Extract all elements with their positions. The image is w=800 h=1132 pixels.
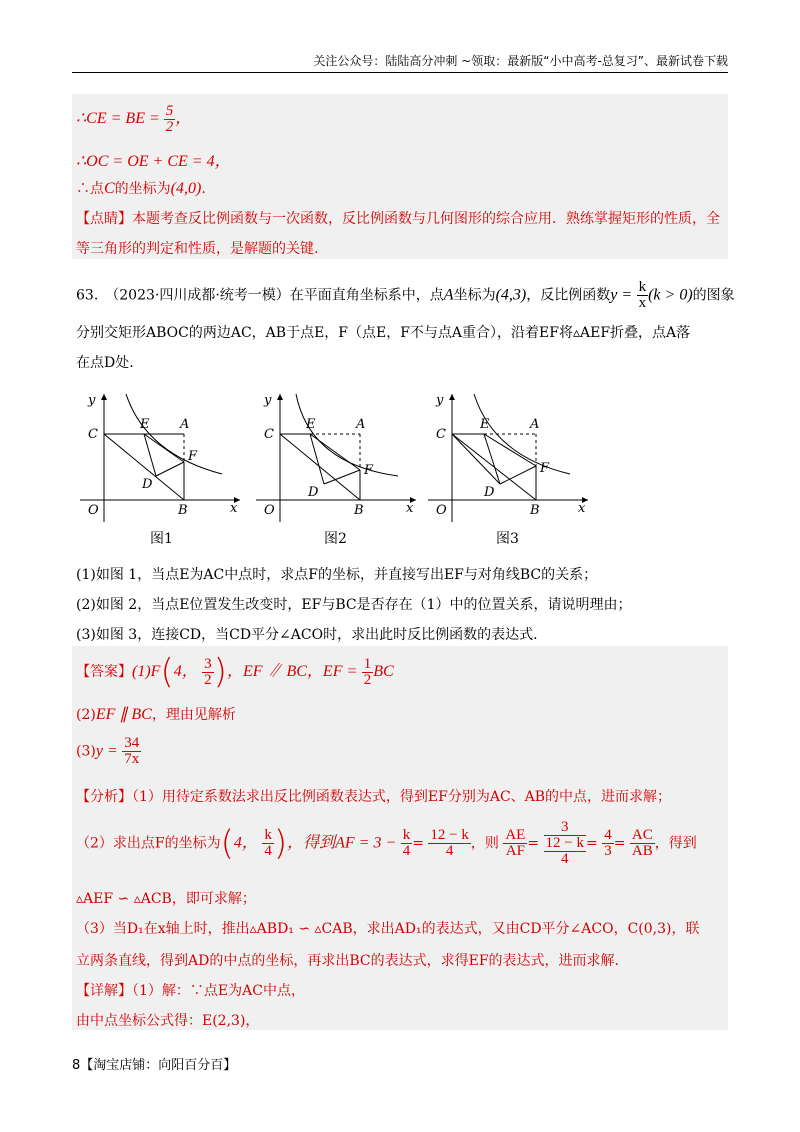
analysis-l2-d: ，则 (470, 835, 499, 852)
detail-line-1: 【详解】（1）解：∵点E为AC中点， (76, 983, 305, 999)
analysis-l2-rparen: ) (273, 823, 288, 864)
analysis-l2-acab (630, 828, 655, 859)
fig3-c: C (436, 427, 446, 442)
answer-a1-rparen: ) (213, 652, 227, 692)
answer-a3-y: y = (95, 742, 118, 760)
analysis-line-1: 【分析】（1）用待定系数法求出反比例函数表达式，得到EF分别为AC、AB的中点，进而求解； (76, 789, 672, 805)
fig2-d: D (308, 485, 319, 500)
answer-a1-den: 2 (204, 671, 212, 688)
answer-a1-lparen: ( (160, 652, 174, 692)
analysis-l2-eq3: = (613, 835, 626, 852)
problem-text-d: 的图象 (692, 287, 735, 304)
answer-a1-half-den: 2 (363, 671, 372, 688)
fig3-e: E (480, 417, 490, 432)
analysis-l2-end: ，得到 (654, 835, 697, 852)
fig1-e: E (140, 417, 150, 432)
ce-label: ∴CE = BE = (76, 110, 160, 128)
problem-text-c: ，反比例函数 (526, 287, 611, 304)
analysis-l2-aeaf (503, 828, 527, 859)
problem-y: y = (610, 286, 633, 304)
problem-text-b: 坐标为 (453, 287, 496, 304)
analysis-line-5: 立两条直线，得到AD的中点的坐标，再求出BC的表达式，求得EF的表达式，进而求解. (76, 953, 619, 969)
answer-a1-half (362, 657, 374, 688)
ce-fraction (164, 104, 176, 135)
analysis-l2-four-d: 4 (561, 851, 569, 867)
question-3: (3)如图 3，连接CD，当CD平分∠ACO时，求出此时反比例函数的表达式. (76, 627, 538, 643)
analysis-line-2 (76, 820, 697, 867)
figure-3 (428, 384, 598, 524)
problem-cond: (k > 0) (648, 286, 693, 304)
fig2-x: x (406, 501, 414, 516)
analysis-l2-k4b (401, 828, 413, 859)
question-2: (2)如图 2，当点E位置发生改变时，EF与BC是否存在（1）中的位置关系，请说明理由； (76, 597, 632, 613)
problem-k-over-x (637, 280, 649, 311)
analysis-line-3: ▵AEF ∽ ▵ACB，即可求解； (76, 891, 256, 907)
fig3-b: B (530, 503, 540, 518)
fig1-x: x (230, 501, 238, 516)
analysis-l2-eq1: = (527, 835, 540, 852)
comment-line-1: 【点睛】本题考查反比例函数与一次函数，反比例函数与几何图形的综合应用．熟练掌握矩形的性质，全 (76, 211, 720, 227)
page-footer: 8【淘宝店铺：向阳百分百】 (72, 1058, 237, 1073)
problem-k: k (638, 279, 647, 295)
analysis-l2-x: 4， (233, 834, 258, 852)
fig2-o: O (264, 503, 275, 518)
c-coord: (4,0) (170, 180, 202, 197)
ce-line (76, 104, 191, 135)
oc-line: ∴OC = OE + CE = 4， (76, 153, 231, 170)
problem-line-1 (76, 280, 735, 311)
analysis-l2-ab: AB (631, 843, 653, 859)
problem-point-a: A (443, 286, 454, 304)
analysis-l2-43 (602, 828, 614, 859)
analysis-l2-lparen: ( (220, 823, 234, 864)
answer-line-2 (76, 704, 236, 724)
fig1-y: y (88, 393, 96, 408)
ce-num: 5 (165, 103, 174, 119)
answer-a1-mid: ，EF ∥ BC，EF = (226, 663, 358, 680)
answer-a3-fraction (122, 736, 141, 767)
fig3-f: F (540, 461, 550, 476)
fig2-a: A (356, 417, 366, 432)
analysis-l2-k: k (264, 827, 272, 843)
fig2-y: y (264, 393, 272, 408)
analysis-l2-k-b: k (402, 827, 411, 843)
fig2-f: F (364, 463, 374, 478)
answer-a2-prefix: (2) (76, 707, 96, 723)
problem-line-2: 分别交矩形ABOC的两边AC，AB于点E，F（点E，F不与点A重合），沿着EF将▵AEF折叠，点A落 (76, 325, 691, 341)
answer-a3-num: 34 (124, 735, 140, 751)
fig1-a: A (180, 417, 190, 432)
fig3-y: y (436, 393, 444, 408)
analysis-l2-43n: 4 (604, 827, 612, 843)
answer-a3-prefix: (3) (76, 743, 96, 760)
analysis-l2-eq2: = (586, 835, 598, 852)
analysis-l2-four-b: 4 (402, 843, 411, 859)
c-prefix: ∴点 (76, 181, 104, 197)
analysis-l2-ae: AE (505, 827, 526, 843)
figure-1 (80, 384, 250, 524)
analysis-l2-k4 (262, 828, 274, 859)
analysis-l2-n: 12 − k (430, 827, 469, 843)
analysis-l2-a: （2）求出点F的坐标为 (76, 835, 221, 852)
answer-a2-end: ，理由见解析 (151, 707, 236, 723)
problem-x: x (638, 295, 647, 311)
fig1-c: C (88, 427, 98, 442)
c-end: . (201, 181, 206, 197)
c-mid: 的坐标为 (114, 181, 171, 197)
answer-a3-den: 7x (124, 751, 140, 767)
answer-line-1 (76, 652, 394, 692)
c-var: C (104, 180, 115, 197)
analysis-l2-12k (428, 828, 470, 859)
c-coord-line (76, 178, 206, 198)
answer-a1-end: BC (373, 663, 394, 680)
comment-line-2: 等三角形的判定和性质，是解题的关键. (76, 241, 319, 257)
fig1-o: O (88, 503, 99, 518)
figure-2-caption: 图2 (324, 531, 347, 547)
analysis-l2-c: = (412, 835, 424, 852)
detail-line-2: 由中点坐标公式得：E(2,3)， (76, 1013, 260, 1029)
figure-3-caption: 图3 (496, 531, 519, 547)
fig3-a: A (530, 417, 540, 432)
answer-a2-rel: EF ∥ BC (95, 706, 152, 723)
answer-a1-half-num: 1 (363, 655, 372, 672)
analysis-l2-43d: 3 (604, 843, 612, 859)
answer-line-3 (76, 736, 141, 767)
analysis-l2-b: ，得到AF = 3 − (287, 834, 397, 852)
fig1-d: D (142, 477, 153, 492)
answer-a1-num: 3 (204, 655, 212, 672)
analysis-line-4: （3）当D₁在x轴上时，推出▵ABD₁ ∽ ▵CAB，求出AD₁的表达式，又由CD平分∠ACO，C(0,3)，联 (76, 921, 700, 937)
analysis-l2-n-b: 12 − k (545, 835, 584, 851)
fig2-e: E (306, 417, 316, 432)
analysis-l2-ac: AC (631, 827, 653, 843)
analysis-l2-four-c: 4 (445, 843, 454, 859)
fig2-c: C (264, 427, 274, 442)
figure-1-caption: 图1 (150, 531, 173, 547)
analysis-l2-four: 4 (264, 843, 272, 859)
question-1: (1)如图 1，当点E为AC中点时，求点F的坐标，并直接写出EF与对角线BC的关系； (76, 567, 598, 583)
fig3-d: D (484, 485, 495, 500)
ce-end: ， (175, 110, 192, 128)
problem-text-a: 63. （2023·四川成都·统考一模）在平面直角坐标系中，点 (76, 287, 444, 304)
fig1-b: B (178, 503, 188, 518)
problem-line-3: 在点D处. (76, 355, 134, 371)
analysis-l2-three: 3 (544, 820, 586, 836)
fig3-o: O (436, 503, 447, 518)
fig1-f: F (188, 449, 198, 464)
answer-a1-prefix: (1)F (132, 663, 161, 680)
answer-a1-fraction (202, 657, 214, 688)
answer-label: 【答案】 (76, 664, 132, 680)
page-header: 关注公众号：陆陆高分冲刺 ~领取：最新版“小中高考-总复习”、最新试卷下载 (72, 52, 728, 73)
figure-2 (256, 384, 426, 524)
ce-den: 2 (165, 119, 174, 135)
analysis-l2-af: AF (505, 843, 525, 859)
analysis-l2-complex (544, 820, 586, 867)
fig3-x: x (578, 501, 586, 516)
answer-a1-x: 4， (173, 663, 198, 680)
fig2-b: B (354, 503, 364, 518)
problem-coord: (4,3) (495, 286, 527, 304)
